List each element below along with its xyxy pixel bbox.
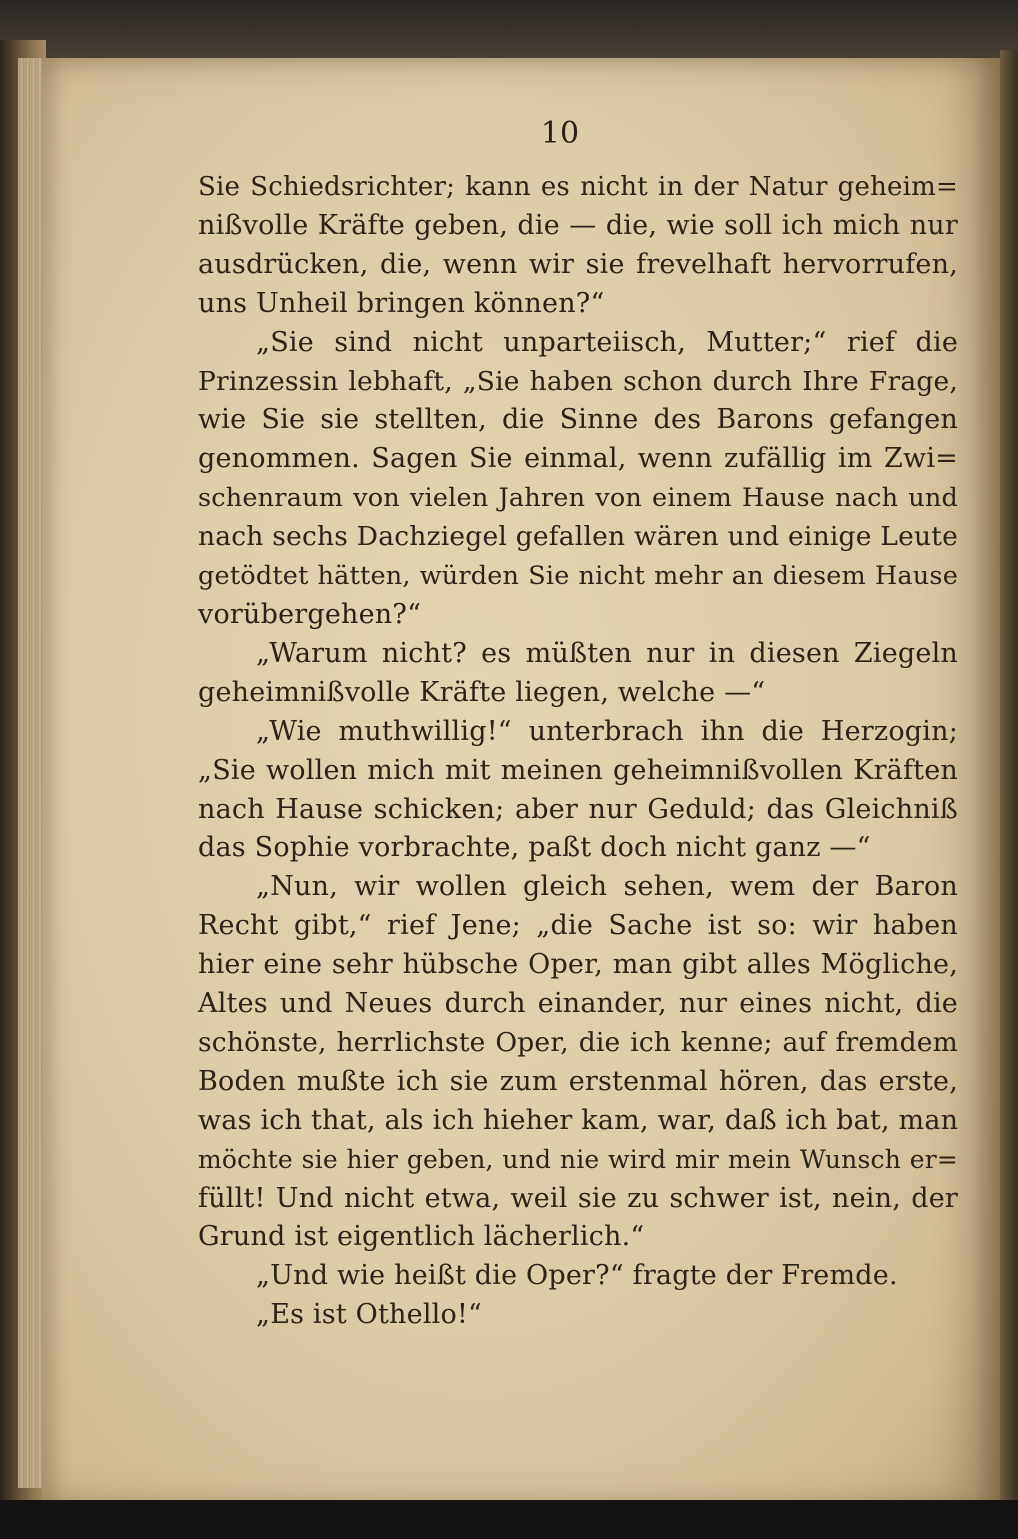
text-line: wie Sie sie stellten, die Sinne des Barons gefangen (198, 404, 958, 436)
text-line: vorübergehen?“ (198, 598, 422, 630)
text-line: „Warum nicht? es müßten nur in diesen Ziegeln (256, 637, 958, 669)
text-line: „Sie sind nicht unparteiisch, Mutter;“ rief die (256, 326, 958, 358)
book-top-edge (0, 0, 1018, 62)
text-line: nach sechs Dachziegel gefallen wären und einige Leute (198, 521, 958, 553)
text-line: „Und wie heißt die Oper?“ fragte der Fremde. (256, 1260, 898, 1292)
text-line: Sie Schiedsrichter; kann es nicht in der Natur geheim= (198, 172, 958, 202)
page-number: 10 (540, 116, 580, 151)
body-text (198, 168, 958, 1335)
text-line: geheimnißvolle Kräfte liegen, welche —“ (198, 676, 766, 708)
text-line: Altes und Neues durch einander, nur eines nicht, die (198, 988, 958, 1020)
text-line: Prinzessin lebhaft, „Sie haben schon durch Ihre Frage, (198, 365, 958, 397)
text-line: was ich that, als ich hieher kam, war, daß ich bat, man (198, 1104, 959, 1136)
book-right-edge (1000, 50, 1018, 1510)
text-line: uns Unheil bringen können?“ (198, 287, 605, 319)
text-line: Grund ist eigentlich lächerlich.“ (198, 1221, 645, 1253)
text-line: nach Hause schicken; aber nur Geduld; das Gleichniß (198, 793, 958, 825)
text-line: nißvolle Kräfte geben, die — die, wie soll ich mich nur (198, 209, 958, 241)
book-bottom-edge (0, 1500, 1018, 1539)
text-line: Recht gibt,“ rief Jene; „die Sache ist so: wir haben (198, 910, 958, 942)
text-line: hier eine sehr hübsche Oper, man gibt alles Mögliche, (198, 949, 958, 981)
text-line: das Sophie vorbrachte, paßt doch nicht ganz —“ (198, 832, 871, 864)
text-line: ausdrücken, die, wenn wir sie frevelhaft hervorrufen, (198, 248, 958, 280)
text-line: „Nun, wir wollen gleich sehen, wem der Baron (256, 871, 958, 903)
text-line: „Wie muthwillig!“ unterbrach ihn die Herzogin; (256, 715, 958, 747)
page-gutter-shadow (974, 58, 1000, 1508)
text-line: „Sie wollen mich mit meinen geheimnißvollen Kräften (198, 754, 958, 786)
text-line: getödtet hätten, würden Sie nicht mehr an diesem Hause (198, 561, 958, 592)
text-line: „Es ist Othello!“ (256, 1299, 482, 1331)
text-line: füllt! Und nicht etwa, weil sie zu schwer ist, nein, der (198, 1182, 958, 1214)
text-line: möchte sie hier geben, und nie wird mir mein Wunsch er= (198, 1144, 958, 1174)
text-line: Boden mußte ich sie zum erstenmal hören, das erste, (198, 1065, 958, 1097)
text-line: genommen. Sagen Sie einmal, wenn zufällig im Zwi= (198, 443, 958, 475)
text-line: schönste, herrlichste Oper, die ich kenne; auf fremdem (198, 1026, 958, 1058)
text-line: schenraum von vielen Jahren von einem Hause nach und (198, 483, 958, 514)
